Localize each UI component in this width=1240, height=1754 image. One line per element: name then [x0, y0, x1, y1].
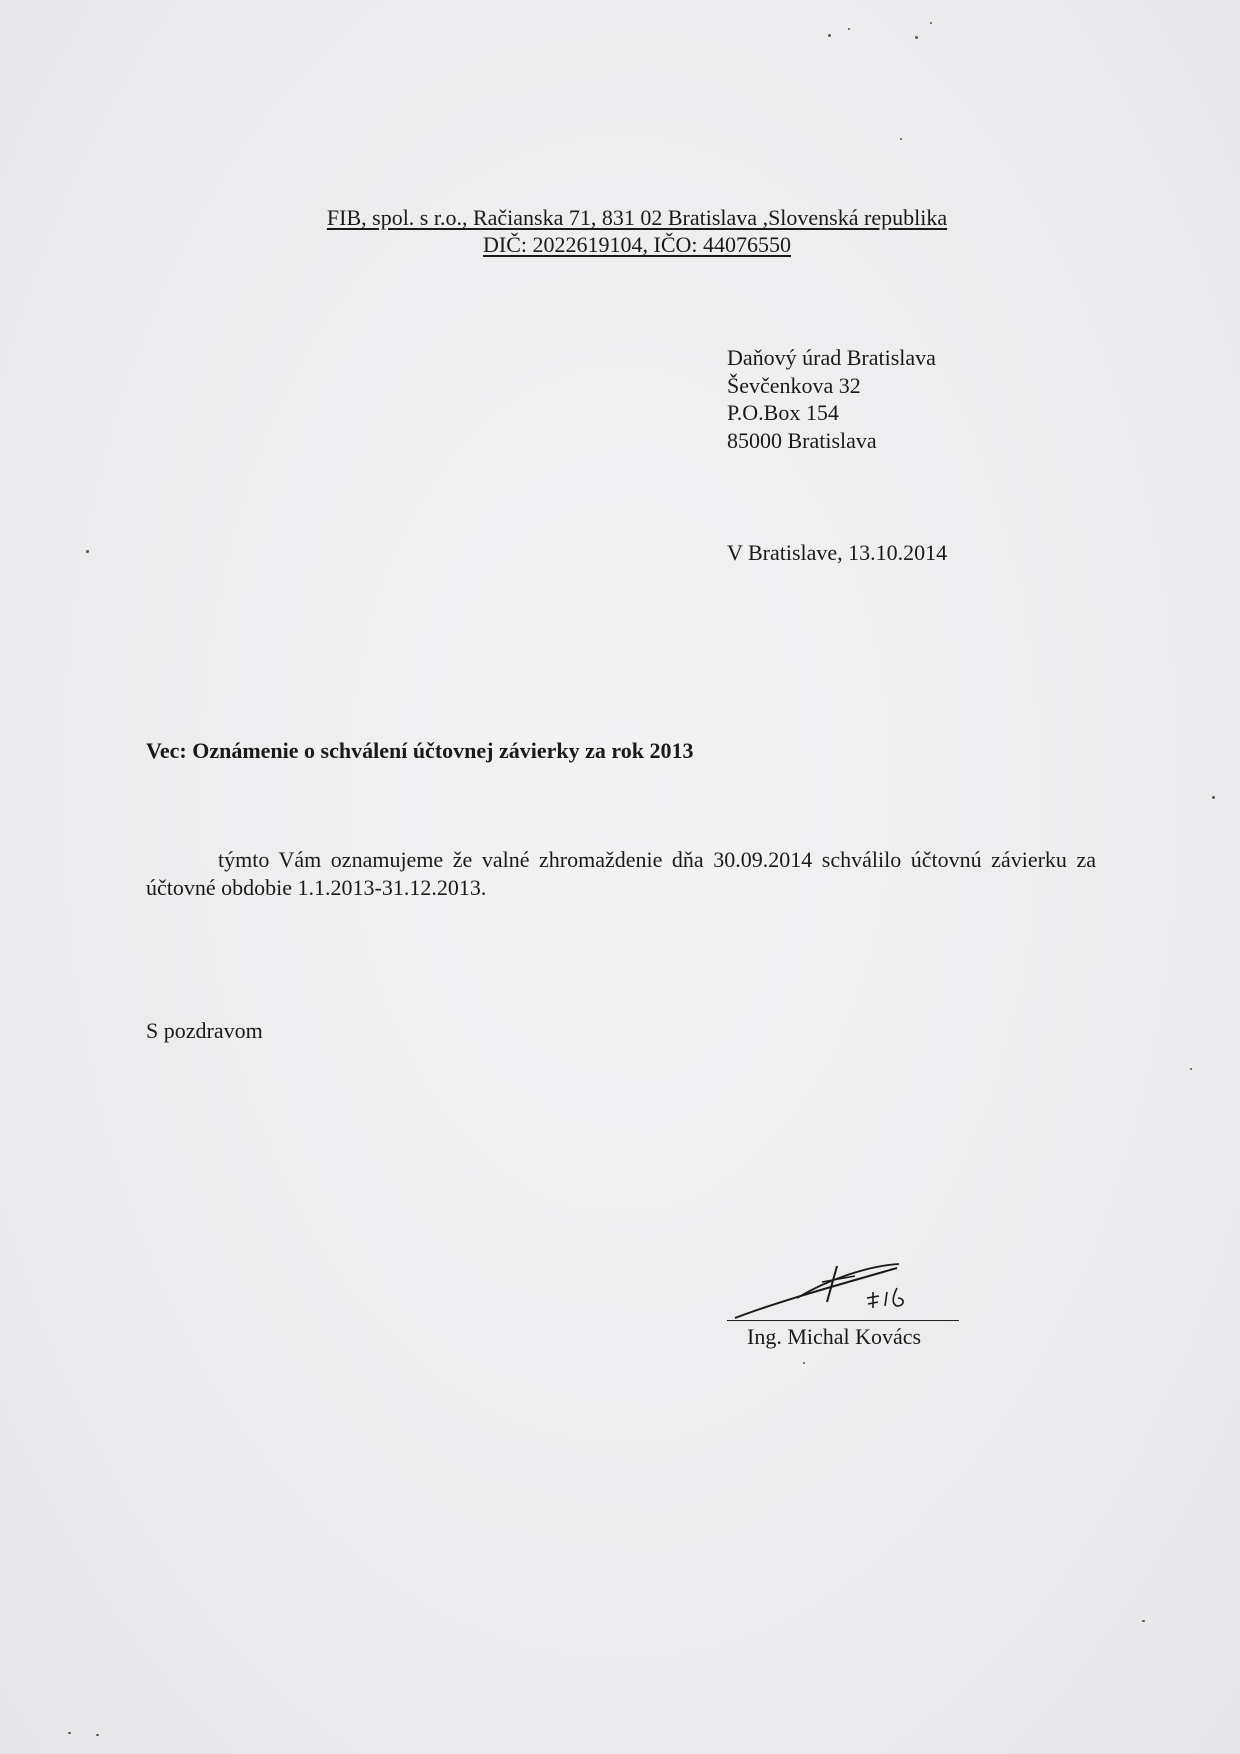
company-tax-ids-line: DIČ: 2022619104, IČO: 44076550 [483, 232, 791, 257]
scan-speck [828, 34, 831, 37]
scan-speck [803, 1362, 805, 1364]
signature-line [727, 1320, 959, 1321]
company-header [200, 204, 1074, 258]
company-address-line: FIB, spol. s r.o., Račianska 71, 831 02 Bratislava ,Slovenská republika [326, 205, 948, 230]
letter-subject: Vec: Oznámenie o schválení účtovnej závierky za rok 2013 [146, 738, 694, 763]
handwritten-signature [727, 1258, 959, 1320]
scan-speck [1190, 1068, 1192, 1070]
recipient-po-box: P.O.Box 154 [727, 400, 839, 425]
recipient-street: Ševčenkova 32 [727, 372, 861, 398]
letter-closing: S pozdravom [146, 1018, 263, 1043]
scan-speck [86, 550, 89, 553]
scan-speck [930, 22, 932, 24]
scan-speck [68, 1732, 71, 1734]
recipient-name: Daňový úrad Bratislava [727, 345, 936, 370]
scan-speck [900, 138, 902, 140]
scan-speck [848, 28, 850, 30]
letter-date: V Bratislave, 13.10.2014 [727, 540, 948, 565]
scan-speck [1212, 796, 1215, 799]
signatory-name: Ing. Michal Kovács [747, 1324, 922, 1349]
letter-body: týmto Vám oznamujeme že valné zhromaždenie dňa 30.09.2014 schválilo účtovnú závierku za účtovné obdobie 1.1.2013-31.12.2013. [146, 847, 1096, 900]
scan-speck [915, 36, 918, 39]
recipient-address [727, 344, 936, 454]
recipient-city: 85000 Bratislava [727, 427, 877, 453]
scan-speck [1142, 1620, 1145, 1622]
scan-speck [96, 1734, 99, 1736]
